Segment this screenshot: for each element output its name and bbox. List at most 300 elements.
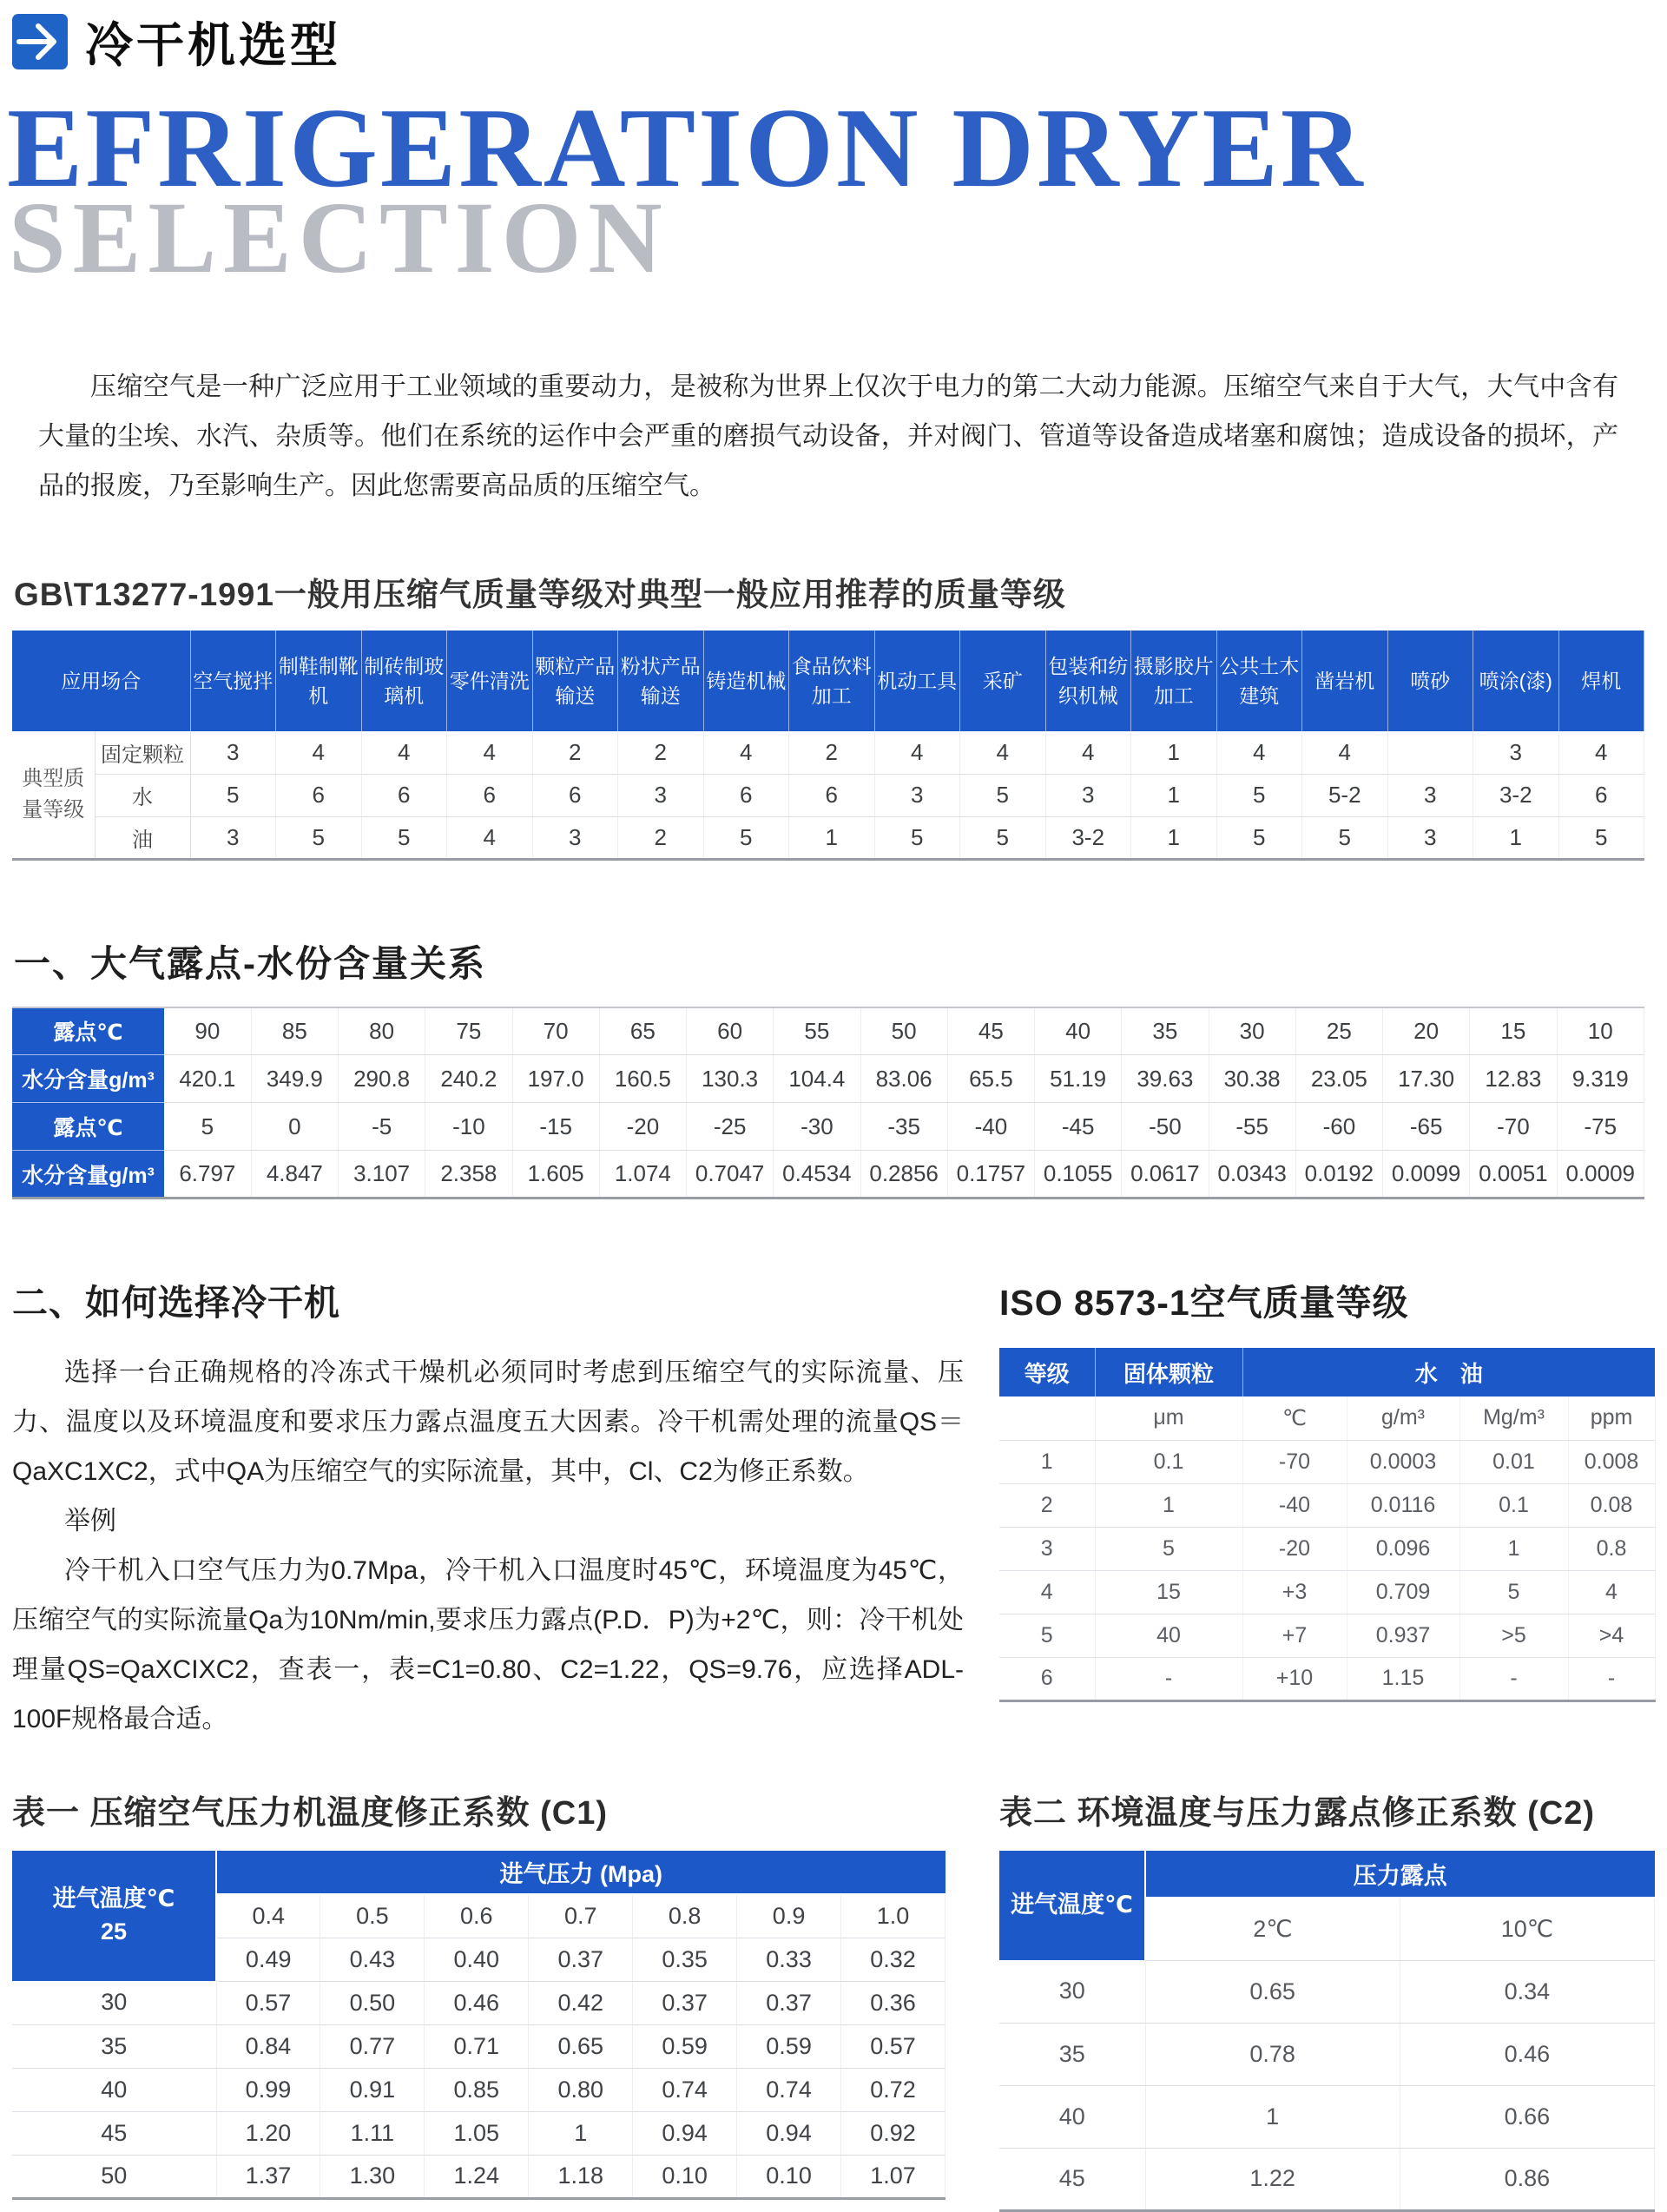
iso-cell: +7 (1242, 1614, 1347, 1657)
dew-cell: 65.5 (947, 1055, 1034, 1103)
c1-cell: 0.94 (633, 2111, 737, 2155)
iso-unit-cell: μm (1095, 1397, 1242, 1440)
dew-cell: 10 (1557, 1007, 1644, 1055)
gb-cell: 2 (532, 731, 618, 774)
c2-dewpoint-span-header: 压力露点 (1145, 1851, 1655, 1898)
gb-cell: 3 (1045, 774, 1131, 816)
gb-cell (1387, 731, 1473, 774)
c1-cell: 0.49 (216, 1938, 320, 1981)
iso-units-row (999, 1397, 1655, 1440)
iso-data-row (999, 1570, 1655, 1614)
dew-row-label: 水分含量g/m³ (12, 1055, 164, 1103)
iso-header-water-oil: 水 油 (1242, 1348, 1655, 1397)
dew-cell: 0.1055 (1035, 1151, 1122, 1198)
gb-cell: 6 (789, 774, 875, 816)
gb-header-column: 食品饮料加工 (789, 631, 875, 731)
dew-cell: -40 (947, 1103, 1034, 1151)
gb-cell: 4 (1302, 731, 1388, 774)
c1-correction-table (12, 1851, 946, 2200)
gb-cell: 1 (1131, 731, 1217, 774)
dew-row (12, 1055, 1644, 1103)
iso-cell: - (1095, 1657, 1242, 1700)
dew-cell: -25 (687, 1103, 774, 1151)
c1-cell: 1.05 (425, 2111, 529, 2155)
c1-cell: 1.24 (425, 2155, 529, 2198)
c1-cell: 0.35 (633, 1938, 737, 1981)
c1-pressure-cell: 1.0 (841, 1894, 946, 1938)
gb-cell: 2 (618, 816, 704, 859)
gb-header-column: 粉状产品输送 (618, 631, 704, 731)
dew-row (12, 1151, 1644, 1198)
dew-cell: 30 (1209, 1007, 1295, 1055)
gb-row-group-label: 典型质量等级 (12, 731, 95, 859)
gb-header-column: 焊机 (1558, 631, 1644, 731)
gb-header-column: 制砖制玻璃机 (361, 631, 447, 731)
c1-cell: 0.85 (425, 2068, 529, 2111)
iso-unit-cell (999, 1397, 1095, 1440)
iso-cell: 6 (999, 1657, 1095, 1700)
correction-tables-section (12, 1744, 1644, 2212)
gb-cell: 5 (960, 816, 1046, 859)
iso-unit-cell: ℃ (1242, 1397, 1347, 1440)
gb-cell: 3 (874, 774, 960, 816)
c1-cell: 0.37 (737, 1981, 841, 2024)
c1-pressure-cell: 0.9 (737, 1894, 841, 1938)
dew-cell: 1.074 (599, 1151, 686, 1198)
dew-cell: 60 (687, 1007, 774, 1055)
dew-cell: 240.2 (425, 1055, 512, 1103)
gb-cell: 5 (960, 774, 1046, 816)
c1-pressure-cell: 0.4 (216, 1894, 320, 1938)
gb-cell: 5 (361, 816, 447, 859)
c1-cell: 0.71 (425, 2024, 529, 2068)
gb-cell: 5 (1302, 816, 1388, 859)
section2-example-label: 举例 (64, 1507, 116, 1536)
gb-header-column: 包装和纺织机械 (1045, 631, 1131, 731)
iso-cell: 0.008 (1568, 1440, 1655, 1483)
gb-cell: 3 (1387, 774, 1473, 816)
iso-table-title: ISO 8573-1空气质量等级 (999, 1283, 1409, 1324)
dew-cell: 130.3 (687, 1055, 774, 1103)
c1-cell: 0.94 (737, 2111, 841, 2155)
dew-row-label: 露点℃ (12, 1103, 164, 1151)
dew-cell: 80 (339, 1007, 425, 1055)
gb-cell: 3 (1473, 731, 1559, 774)
c1-temp-cell: 35 (12, 2024, 216, 2068)
gb-header-column: 机动工具 (874, 631, 960, 731)
dew-cell: 30.38 (1209, 1055, 1295, 1103)
c1-temp-cell: 50 (12, 2155, 216, 2198)
gb-cell: 3-2 (1473, 774, 1559, 816)
dew-cell: 349.9 (251, 1055, 338, 1103)
c2-column (999, 1744, 1655, 2212)
gb-cell: 1 (1131, 774, 1217, 816)
iso-header-solid-particles: 固体颗粒 (1095, 1348, 1242, 1397)
dew-cell: -55 (1209, 1103, 1295, 1151)
gb-cell: 4 (1558, 731, 1644, 774)
c1-cell: 0.99 (216, 2068, 320, 2111)
iso-cell: 15 (1095, 1570, 1242, 1614)
dew-cell: 0.0051 (1470, 1151, 1557, 1198)
c1-pressure-span-header: 进气压力 (Mpa) (216, 1851, 946, 1894)
gb-header-column: 制鞋制靴机 (276, 631, 362, 731)
iso-cell: 5 (999, 1614, 1095, 1657)
gb-cell: 4 (960, 731, 1046, 774)
c1-cell: 1.37 (216, 2155, 320, 2198)
dew-cell: 20 (1383, 1007, 1470, 1055)
c2-cell: 0.86 (1400, 2148, 1654, 2210)
dew-cell: 1.605 (512, 1151, 599, 1198)
iso-cell: 0.01 (1459, 1440, 1568, 1483)
c2-temp-cell: 45 (999, 2148, 1145, 2210)
gb-header-column: 摄影胶片加工 (1131, 631, 1217, 731)
c2-data-row (999, 2148, 1655, 2210)
dew-cell: 0.0192 (1295, 1151, 1382, 1198)
c1-cell: 1.11 (320, 2111, 425, 2155)
iso-data-row (999, 1527, 1655, 1570)
gb-cell: 4 (447, 731, 533, 774)
page-header (12, 0, 1644, 76)
iso-data-row (999, 1657, 1655, 1700)
iso-cell: 0.0003 (1347, 1440, 1459, 1483)
dew-cell: 12.83 (1470, 1055, 1557, 1103)
dew-cell: 85 (251, 1007, 338, 1055)
gb-header-column: 采矿 (960, 631, 1046, 731)
iso-cell: 4 (999, 1570, 1095, 1614)
c2-data-row (999, 2023, 1655, 2085)
dew-cell: 45 (947, 1007, 1034, 1055)
c1-cell: 0.65 (529, 2024, 633, 2068)
c1-cell: 0.84 (216, 2024, 320, 2068)
iso-cell: +10 (1242, 1657, 1347, 1700)
dew-cell: -45 (1035, 1103, 1122, 1151)
c1-cell: 0.10 (633, 2155, 737, 2198)
c2-temp-cell: 30 (999, 1960, 1145, 2023)
iso-cell: >4 (1568, 1614, 1655, 1657)
c2-data-row (999, 1960, 1655, 2023)
c1-cell: 1.18 (529, 2155, 633, 2198)
c2-data-row (999, 2085, 1655, 2148)
dew-cell: 3.107 (339, 1151, 425, 1198)
gb-header-column: 喷砂 (1387, 631, 1473, 731)
section2-example-paragraph: 冷干机入口空气压力为0.7Mpa，冷干机入口温度时45℃，环境温度为45℃，压缩空气的实际流量Qa为10Nm/min,要求压力露点(P.D．P)为+2℃，则：冷干机处理量QS=QaXCIXC2，查表一，表=C1=0.80、C2=1.22，QS=9.76，应选择ADL-100F规格最合适。 (12, 1556, 964, 1734)
dew-cell: 0.4534 (774, 1151, 860, 1198)
gb-cell: 6 (1558, 774, 1644, 816)
c2-cell: 0.46 (1400, 2023, 1654, 2085)
iso-cell: -70 (1242, 1440, 1347, 1483)
section2-paragraph: 选择一台正确规格的冷冻式干燥机必须同时考虑到压缩空气的实际流量、压力、温度以及环境温度和要求压力露点温度五大因素。冷干机需处理的流量QS＝QaXC1XC2，式中QA为压缩空气的实际流量，其中，Cl、C2为修正系数。 (12, 1358, 964, 1487)
c1-cell: 0.37 (529, 1938, 633, 1981)
iso-unit-cell: Mg/m³ (1459, 1397, 1568, 1440)
c1-cell: 0.40 (425, 1938, 529, 1981)
c1-cell: 0.43 (320, 1938, 425, 1981)
c2-cell: 0.66 (1400, 2085, 1654, 2148)
gb-cell: 3 (190, 731, 276, 774)
dew-row-label: 露点℃ (12, 1007, 164, 1055)
c1-cell: 0.91 (320, 2068, 425, 2111)
c1-cell: 0.72 (841, 2068, 946, 2111)
c1-data-row (12, 1981, 946, 2024)
iso-header-row (999, 1348, 1655, 1397)
page-title-cn: 冷干机选型 (85, 18, 342, 72)
dew-cell: 35 (1122, 1007, 1209, 1055)
c2-cell: 0.78 (1145, 2023, 1400, 2085)
c1-cell: 0.92 (841, 2111, 946, 2155)
dew-cell: 290.8 (339, 1055, 425, 1103)
dew-cell: -60 (1295, 1103, 1382, 1151)
dew-cell: 15 (1470, 1007, 1557, 1055)
gb-cell: 4 (361, 731, 447, 774)
c1-cell: 0.10 (737, 2155, 841, 2198)
c1-cell: 1.20 (216, 2111, 320, 2155)
gb-cell: 1 (1473, 816, 1559, 859)
gb-cell: 4 (447, 816, 533, 859)
gb-cell: 5 (1216, 774, 1302, 816)
c2-correction-table (999, 1851, 1655, 2212)
c1-cell: 0.57 (216, 1981, 320, 2024)
gb-cell: 4 (1045, 731, 1131, 774)
c1-temp-cell: 45 (12, 2111, 216, 2155)
dew-cell: 75 (425, 1007, 512, 1055)
c1-pressure-cell: 0.7 (529, 1894, 633, 1938)
dew-cell: 0.0617 (1122, 1151, 1209, 1198)
dew-row (12, 1007, 1644, 1055)
iso-cell: - (1568, 1657, 1655, 1700)
dew-cell: 0.7047 (687, 1151, 774, 1198)
c1-corner-cell (12, 1851, 216, 1981)
iso-cell: 4 (1568, 1570, 1655, 1614)
c2-cell: 1 (1145, 2085, 1400, 2148)
c1-cell: 0.42 (529, 1981, 633, 2024)
iso-cell: 0.096 (1347, 1527, 1459, 1570)
c1-cell: 1 (529, 2111, 633, 2155)
gb-row-solid-particles (12, 731, 1644, 774)
gb-header-column: 零件清洗 (447, 631, 533, 731)
iso-cell: 5 (1095, 1527, 1242, 1570)
dew-cell: -65 (1383, 1103, 1470, 1151)
c1-pressure-cell: 0.6 (425, 1894, 529, 1938)
gb-cell: 6 (703, 774, 789, 816)
dew-cell: 0.1757 (947, 1151, 1034, 1198)
c2-dewpoint-cell: 10℃ (1400, 1898, 1654, 1960)
gb-cell: 3 (190, 816, 276, 859)
c1-cell: 1.30 (320, 2155, 425, 2198)
iso-data-row (999, 1440, 1655, 1483)
dew-cell: 160.5 (599, 1055, 686, 1103)
gb-cell: 6 (447, 774, 533, 816)
c2-cell: 0.34 (1400, 1960, 1654, 2023)
c2-corner-cell (999, 1851, 1145, 1960)
iso-cell: +3 (1242, 1570, 1347, 1614)
iso-cell: 0.1 (1459, 1483, 1568, 1527)
c2-temp-cell: 35 (999, 2023, 1145, 2085)
c1-data-row (12, 2024, 946, 2068)
iso-header-grade: 等级 (999, 1348, 1095, 1397)
gb-cell: 1 (789, 816, 875, 859)
dew-cell: 420.1 (164, 1055, 251, 1103)
selection-and-iso-section (12, 1274, 1644, 1744)
dew-cell: 23.05 (1295, 1055, 1382, 1103)
dew-row (12, 1103, 1644, 1151)
gb-row-water (12, 774, 1644, 816)
gb-cell: 1 (1131, 816, 1217, 859)
iso-cell: >5 (1459, 1614, 1568, 1657)
gb-cell: 6 (276, 774, 362, 816)
c1-data-row (12, 2068, 946, 2111)
c1-cell: 0.59 (737, 2024, 841, 2068)
gb-cell: 6 (532, 774, 618, 816)
gb-header-column: 凿岩机 (1302, 631, 1388, 731)
iso-cell: 1 (1459, 1527, 1568, 1570)
iso-cell: 0.709 (1347, 1570, 1459, 1614)
dew-cell: -15 (512, 1103, 599, 1151)
iso-cell: 0.937 (1347, 1614, 1459, 1657)
dew-cell: 17.30 (1383, 1055, 1470, 1103)
dew-cell: -35 (860, 1103, 947, 1151)
c1-cell: 0.36 (841, 1981, 946, 2024)
iso-data-row (999, 1483, 1655, 1527)
c1-pressure-cell: 0.5 (320, 1894, 425, 1938)
gb-row-label: 水 (95, 774, 190, 816)
dew-cell: 9.319 (1557, 1055, 1644, 1103)
page-subtitle-en: SELECTION (9, 181, 669, 295)
iso-column (999, 1274, 1655, 1744)
dew-cell: 51.19 (1035, 1055, 1122, 1103)
gb-quality-table (12, 631, 1644, 861)
dew-cell: 5 (164, 1103, 251, 1151)
intro-paragraph: 压缩空气是一种广泛应用于工业领域的重要动力，是被称为世界上仅次于电力的第二大动力能源。压缩空气来自于大气，大气中含有大量的尘埃、水汽、杂质等。他们在系统的运作中会严重的磨损气动设备，并对阀门、管道等设备造成堵塞和腐蚀；造成设备的损坏，产品的报废，乃至影响生产。因此您需要高品质的压缩空气。 (38, 373, 1618, 501)
gb-cell: 5 (276, 816, 362, 859)
c1-temp-cell: 30 (12, 1981, 216, 2024)
dew-cell: 0 (251, 1103, 338, 1151)
gb-header-column: 颗粒产品输送 (532, 631, 618, 731)
iso-cell: 0.8 (1568, 1527, 1655, 1570)
c1-cell: 0.59 (633, 2024, 737, 2068)
c1-pressure-cell: 0.8 (633, 1894, 737, 1938)
section2-title: 二、如何选择冷干机 (12, 1283, 340, 1324)
dew-cell: 0.2856 (860, 1151, 947, 1198)
iso-unit-cell: ppm (1568, 1397, 1655, 1440)
page-title-en: EFRIGERATION DRYER (7, 85, 1366, 211)
dew-cell: 4.847 (251, 1151, 338, 1198)
gb-cell: 2 (618, 731, 704, 774)
table2-title: 表二 环境温度与压力露点修正系数 (C2) (999, 1795, 1596, 1832)
gb-cell: 2 (789, 731, 875, 774)
iso-cell: 1 (1095, 1483, 1242, 1527)
dew-row-label: 水分含量g/m³ (12, 1151, 164, 1198)
gb-cell: 3 (532, 816, 618, 859)
dew-cell: 55 (774, 1007, 860, 1055)
iso-cell: -40 (1242, 1483, 1347, 1527)
c2-cell: 0.65 (1145, 1960, 1400, 2023)
dew-cell: -75 (1557, 1103, 1644, 1151)
c1-cell: 0.32 (841, 1938, 946, 1981)
dew-cell: 90 (164, 1007, 251, 1055)
c1-corner-label: 进气温度℃ (52, 1885, 175, 1912)
gb-row-label: 油 (95, 816, 190, 859)
c1-cell: 0.77 (320, 2024, 425, 2068)
dew-cell: -20 (599, 1103, 686, 1151)
arrow-right-icon (12, 14, 68, 69)
dew-cell: -5 (339, 1103, 425, 1151)
gb-cell: 6 (361, 774, 447, 816)
c2-dewpoint-cell: 2℃ (1145, 1898, 1400, 1960)
dew-cell: 25 (1295, 1007, 1382, 1055)
iso-data-row (999, 1614, 1655, 1657)
c1-cell: 0.50 (320, 1981, 425, 2024)
iso-cell: 5 (1459, 1570, 1568, 1614)
c1-data-row (12, 2111, 946, 2155)
iso-cell: 2 (999, 1483, 1095, 1527)
c1-data-row (12, 2155, 946, 2198)
iso-cell: 0.1 (1095, 1440, 1242, 1483)
gb-cell: 4 (1216, 731, 1302, 774)
iso-unit-cell: g/m³ (1347, 1397, 1459, 1440)
iso-cell: 0.0116 (1347, 1483, 1459, 1527)
gb-cell: 5 (190, 774, 276, 816)
iso-cell: 1 (999, 1440, 1095, 1483)
how-to-select-column (12, 1274, 964, 1744)
section1-title: 一、大气露点-水份含量关系 (14, 942, 486, 984)
c1-column (12, 1744, 946, 2212)
dew-cell: 0.0099 (1383, 1151, 1470, 1198)
c1-header-row (12, 1851, 946, 1894)
c1-cell: 1.07 (841, 2155, 946, 2198)
gb-header-column: 喷涂(漆) (1473, 631, 1559, 731)
c1-cell: 0.80 (529, 2068, 633, 2111)
gb-cell: 3 (1387, 816, 1473, 859)
gb-header-application: 应用场合 (12, 631, 190, 731)
dew-cell: 0.0343 (1209, 1151, 1295, 1198)
gb-header-column: 公共土木建筑 (1216, 631, 1302, 731)
gb-cell: 5 (1216, 816, 1302, 859)
c1-cell: 0.33 (737, 1938, 841, 1981)
dew-cell: 0.0009 (1557, 1151, 1644, 1198)
dew-cell: 40 (1035, 1007, 1122, 1055)
gb-cell: 3-2 (1045, 816, 1131, 859)
iso-cell: 3 (999, 1527, 1095, 1570)
gb-cell: 4 (874, 731, 960, 774)
dew-cell: -50 (1122, 1103, 1209, 1151)
gb-row-label: 固定颗粒 (95, 731, 190, 774)
iso-cell: 40 (1095, 1614, 1242, 1657)
dew-cell: 6.797 (164, 1151, 251, 1198)
dew-cell: 2.358 (425, 1151, 512, 1198)
c2-header-row (999, 1851, 1655, 1898)
table1-title: 表一 压缩空气压力机温度修正系数 (C1) (12, 1795, 609, 1832)
c1-cell: 0.74 (633, 2068, 737, 2111)
gb-cell: 3 (618, 774, 704, 816)
c1-temp-cell: 40 (12, 2068, 216, 2111)
gb-header-column: 铸造机械 (703, 631, 789, 731)
dew-cell: 197.0 (512, 1055, 599, 1103)
iso-cell: -20 (1242, 1527, 1347, 1570)
dew-cell: 50 (860, 1007, 947, 1055)
dew-cell: 104.4 (774, 1055, 860, 1103)
dew-cell: 83.06 (860, 1055, 947, 1103)
dew-cell: -30 (774, 1103, 860, 1151)
gb-cell: 5 (874, 816, 960, 859)
c2-corner-label: 进气温度℃ (1011, 1892, 1133, 1918)
c1-corner-value: 25 (100, 1918, 128, 1945)
dew-cell: 70 (512, 1007, 599, 1055)
c1-cell: 0.46 (425, 1981, 529, 2024)
c2-temp-cell: 40 (999, 2085, 1145, 2148)
iso-cell: 1.15 (1347, 1657, 1459, 1700)
iso-cell: 0.08 (1568, 1483, 1655, 1527)
iso-air-quality-table (999, 1348, 1656, 1702)
gb-cell: 4 (276, 731, 362, 774)
